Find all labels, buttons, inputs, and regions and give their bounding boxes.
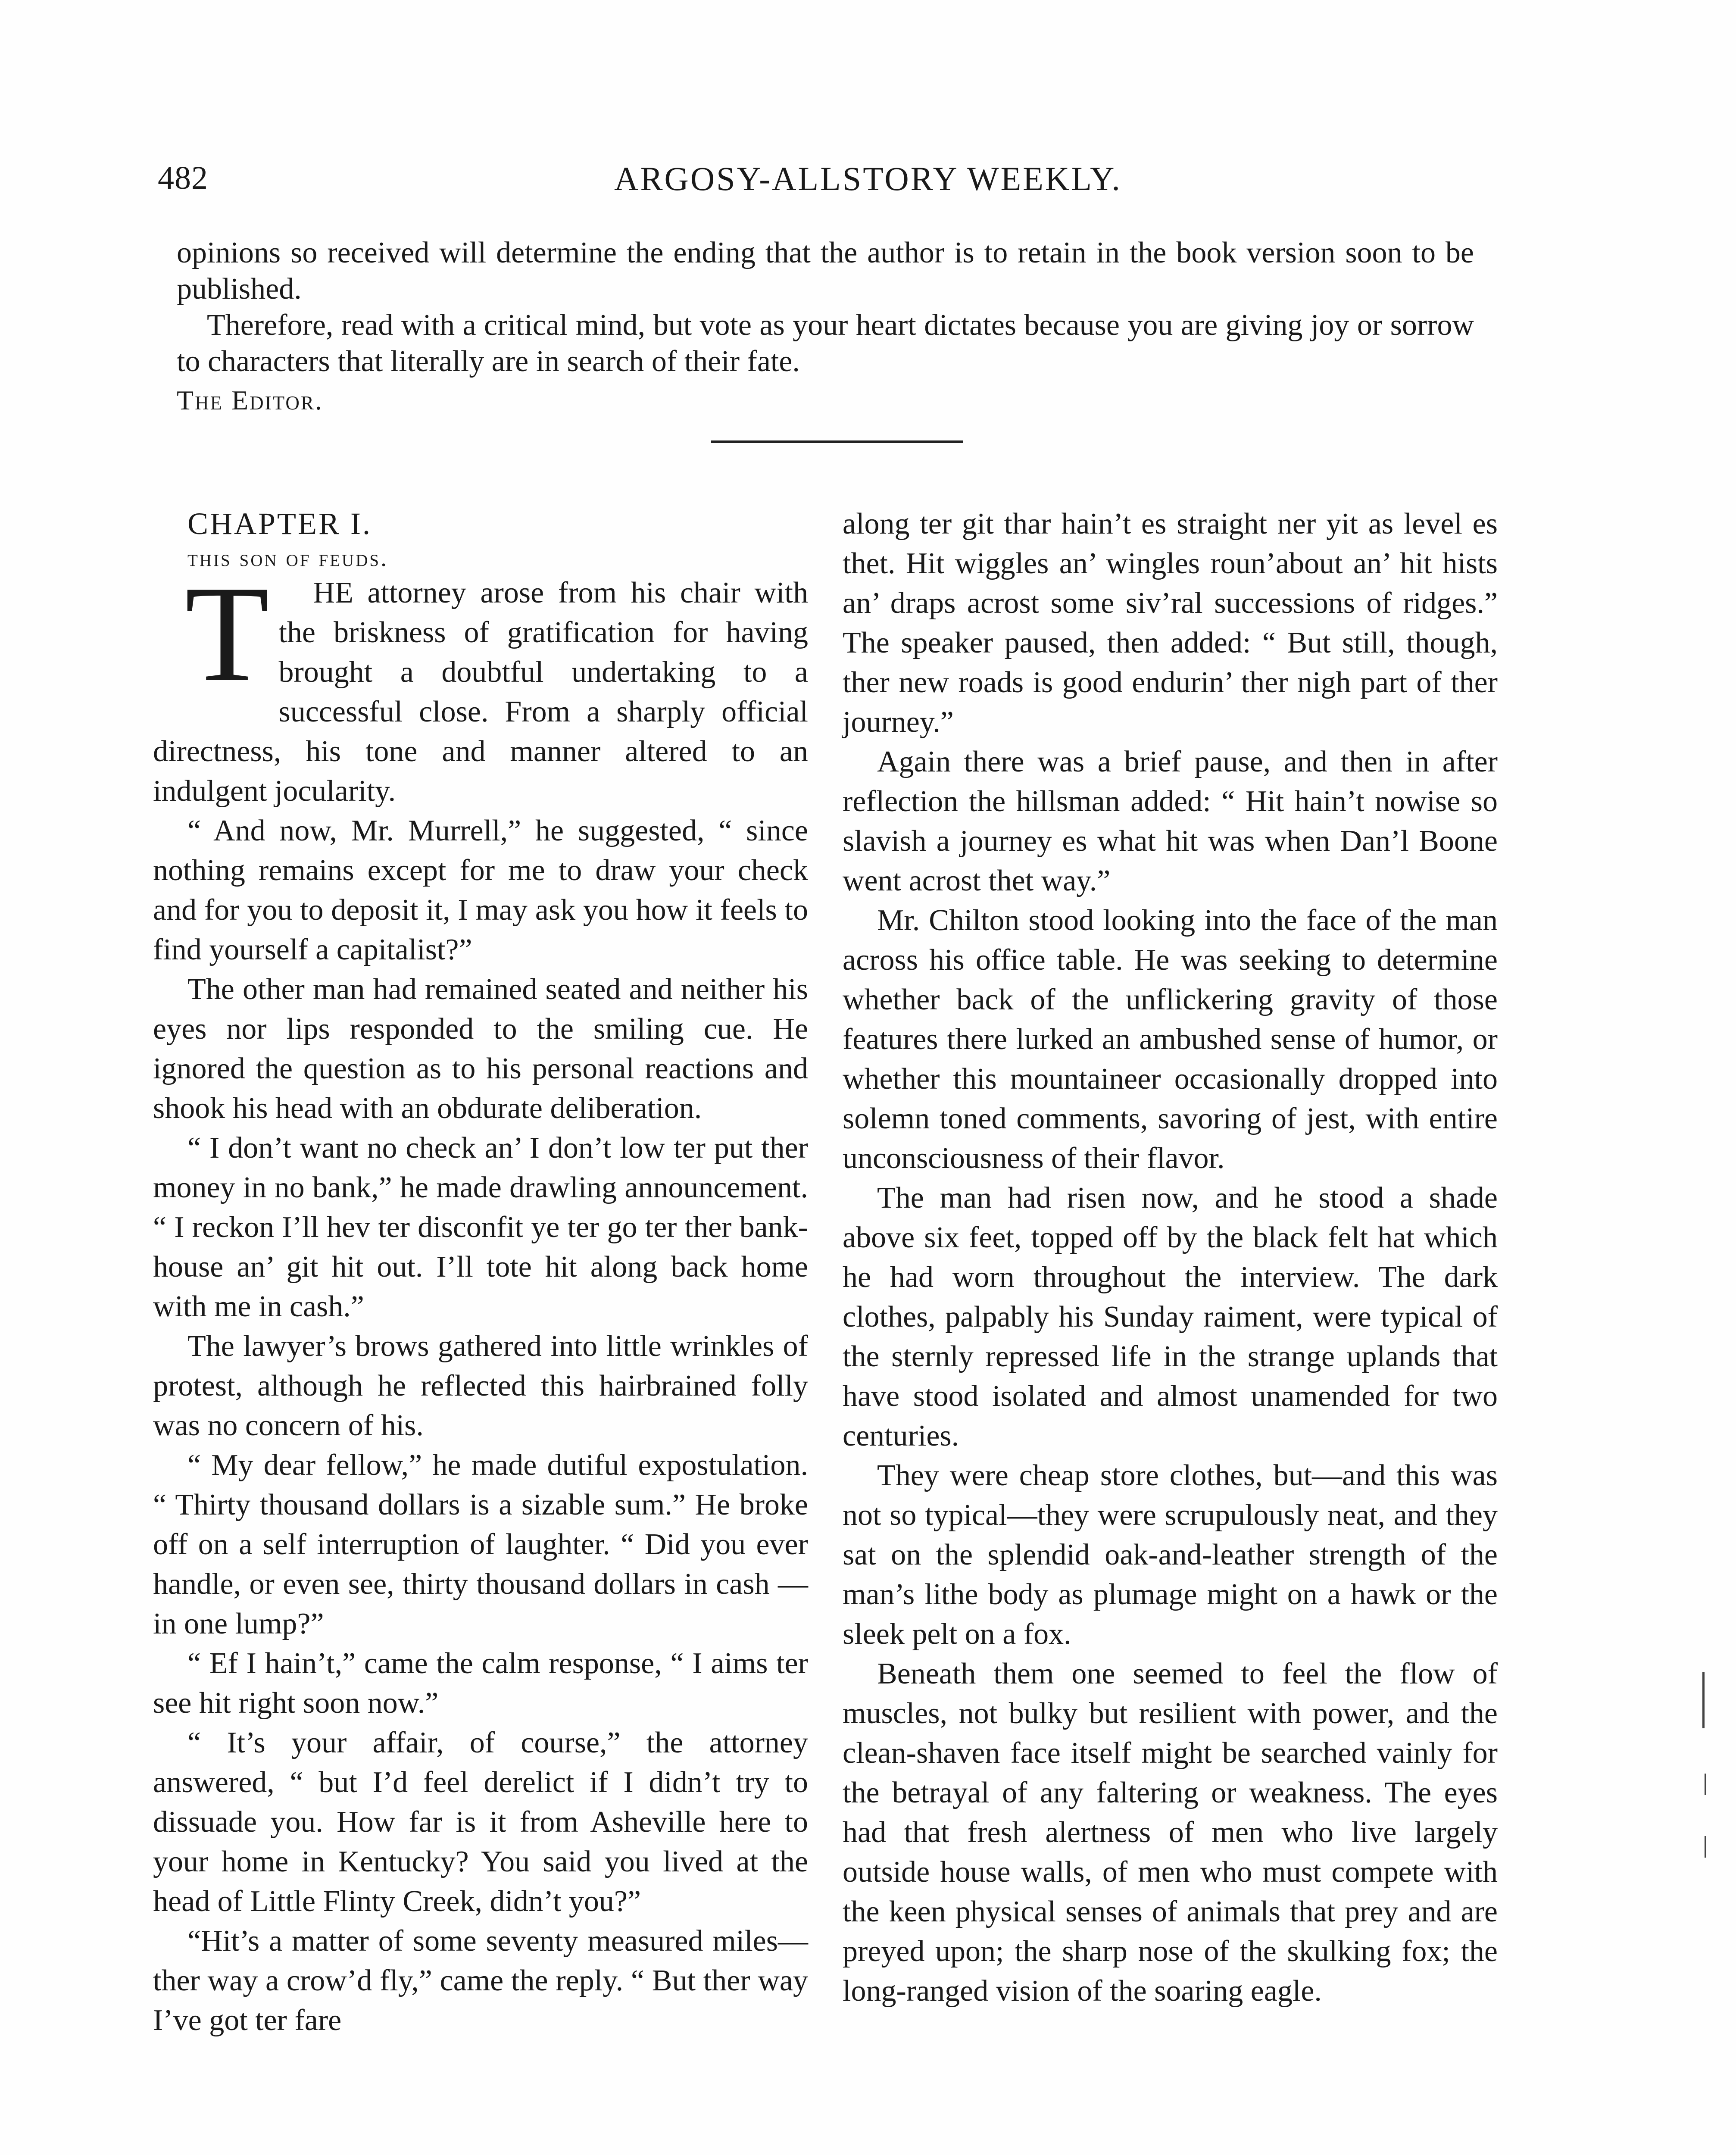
chapter-title: CHAPTER I. xyxy=(187,506,372,541)
editor-note xyxy=(177,235,1474,419)
editor-signature: The Editor. xyxy=(177,385,323,415)
body-paragraph: The man had risen now, and he stood a shade above six feet, topped off by the black felt hat which he had worn throughout the interview. The dark clothes, palpably his Sunday raiment, were typical of the sternly repressed life in the strange uplands that have stood isolated and almost unamended for two centuries. xyxy=(843,1181,1498,1452)
running-head: ARGOSY-ALLSTORY WEEKLY. xyxy=(614,160,1122,197)
body-paragraph: “ It’s your affair, of course,” the attorney answered, “ but I’d feel derelict if I didn’t try to dissuade you. How far is it from Asheville here to your home in Kentucky? You said you lived at the head of Little Flinty Creek, didn’t you?” xyxy=(153,1726,808,1918)
scan-artifact-mark xyxy=(1705,1774,1706,1795)
right-column xyxy=(843,504,1498,2011)
body-paragraph: “ Ef I hain’t,” came the calm response, “ I aims ter see hit right soon now.” xyxy=(153,1647,808,1720)
body-paragraph: “ My dear fellow,” he made dutiful expostulation. “ Thirty thousand dollars is a sizable sum.” He broke off on a self interruption of laughter. “ Did you ever handle, or even see, thirty thousand dollars in cash —in one lump?” xyxy=(153,1449,808,1640)
body-paragraph: Beneath them one seemed to feel the flow of muscles, not bulky but resilient with power, and the clean-shaven face itself might be searched vainly for the betrayal of any faltering or weakness. The eyes had that fresh alertness of men who live largely outside house walls, of men who must compete with the keen physical senses of animals that prey and are preyed upon; the sharp nose of the skulking fox; the long-ranged vision of the soaring eagle. xyxy=(843,1657,1498,2008)
body-paragraph: “ And now, Mr. Murrell,” he suggested, “ since nothing remains except for me to draw your check and for you to deposit it, I may ask you how it feels to find yourself a capitalist?” xyxy=(153,814,808,966)
editor-note-paragraph-1: opinions so received will determine the ending that the author is to retain in the book version soon to be published. xyxy=(177,236,1474,306)
body-paragraph: The other man had remained seated and neither his eyes nor lips responded to the smiling cue. He ignored the question as to his personal reactions and shook his head with an obdurate deliberation. xyxy=(153,973,808,1125)
chapter-subtitle: this son of feuds. xyxy=(187,545,389,572)
body-paragraph: Again there was a brief pause, and then in after reflection the hillsman added: “ Hit hain’t nowise so slavish a journey es what hit was when Dan’l Boone went acrost thet way.” xyxy=(843,745,1498,897)
body-paragraph: They were cheap store clothes, but—and this was not so typical—they were scrupulously neat, and they sat on the splendid oak-and-leather strength of the man’s lithe body as plumage might on a hawk or the sleek pelt on a fox. xyxy=(843,1459,1498,1651)
body-paragraph: “Hit’s a matter of some seventy measured miles—ther way a crow’d fly,” came the reply. “ But ther way I’ve got ter fare xyxy=(153,1924,808,2037)
page-number: 482 xyxy=(158,160,208,196)
first-paragraph-text: HE attorney arose from his chair with the briskness of gratification for having brought a doubtful undertaking to a successful close. From a sharply official directness, his tone and manner altered to an indulgent jocularity. xyxy=(153,576,808,808)
continued-paragraph: along ter git thar hain’t es straight ner yit as level es thet. Hit wiggles an’ wingles roun’about an’ hit hists an’ draps acrost some siv’ral successions of ridges.” The speaker paused, then added: “ But still, though, ther new roads is good endurin’ ther nigh part of ther journey.” xyxy=(843,507,1498,739)
body-paragraph: “ I don’t want no check an’ I don’t low ter put ther money in no bank,” he made drawling announcement. “ I reckon I’ll hev ter disconfit ye ter go ter ther bank-house an’ git hit out. I’ll tote hit along back home with me in cash.” xyxy=(153,1131,808,1323)
drop-cap: T xyxy=(185,558,269,710)
section-divider xyxy=(711,440,963,443)
body-paragraph: Mr. Chilton stood looking into the face of the man across his office table. He was seeking to determine whether back of the unflickering gravity of those features there lurked an ambushed sense of humor, or whether this mountaineer occasionally dropped into solemn toned comments, savoring of jest, with entire unconsciousness of their flavor. xyxy=(843,904,1498,1175)
scan-artifact-mark xyxy=(1702,1672,1705,1728)
scan-artifact-mark xyxy=(1705,1836,1706,1858)
left-column xyxy=(153,504,808,2040)
editor-note-paragraph-2: Therefore, read with a critical mind, but vote as your heart dictates because you are giving joy or sorrow to characters that literally are in search of their fate. xyxy=(177,309,1474,378)
body-paragraph: The lawyer’s brows gathered into little wrinkles of protest, although he reflected this hairbrained folly was no concern of his. xyxy=(153,1330,808,1442)
